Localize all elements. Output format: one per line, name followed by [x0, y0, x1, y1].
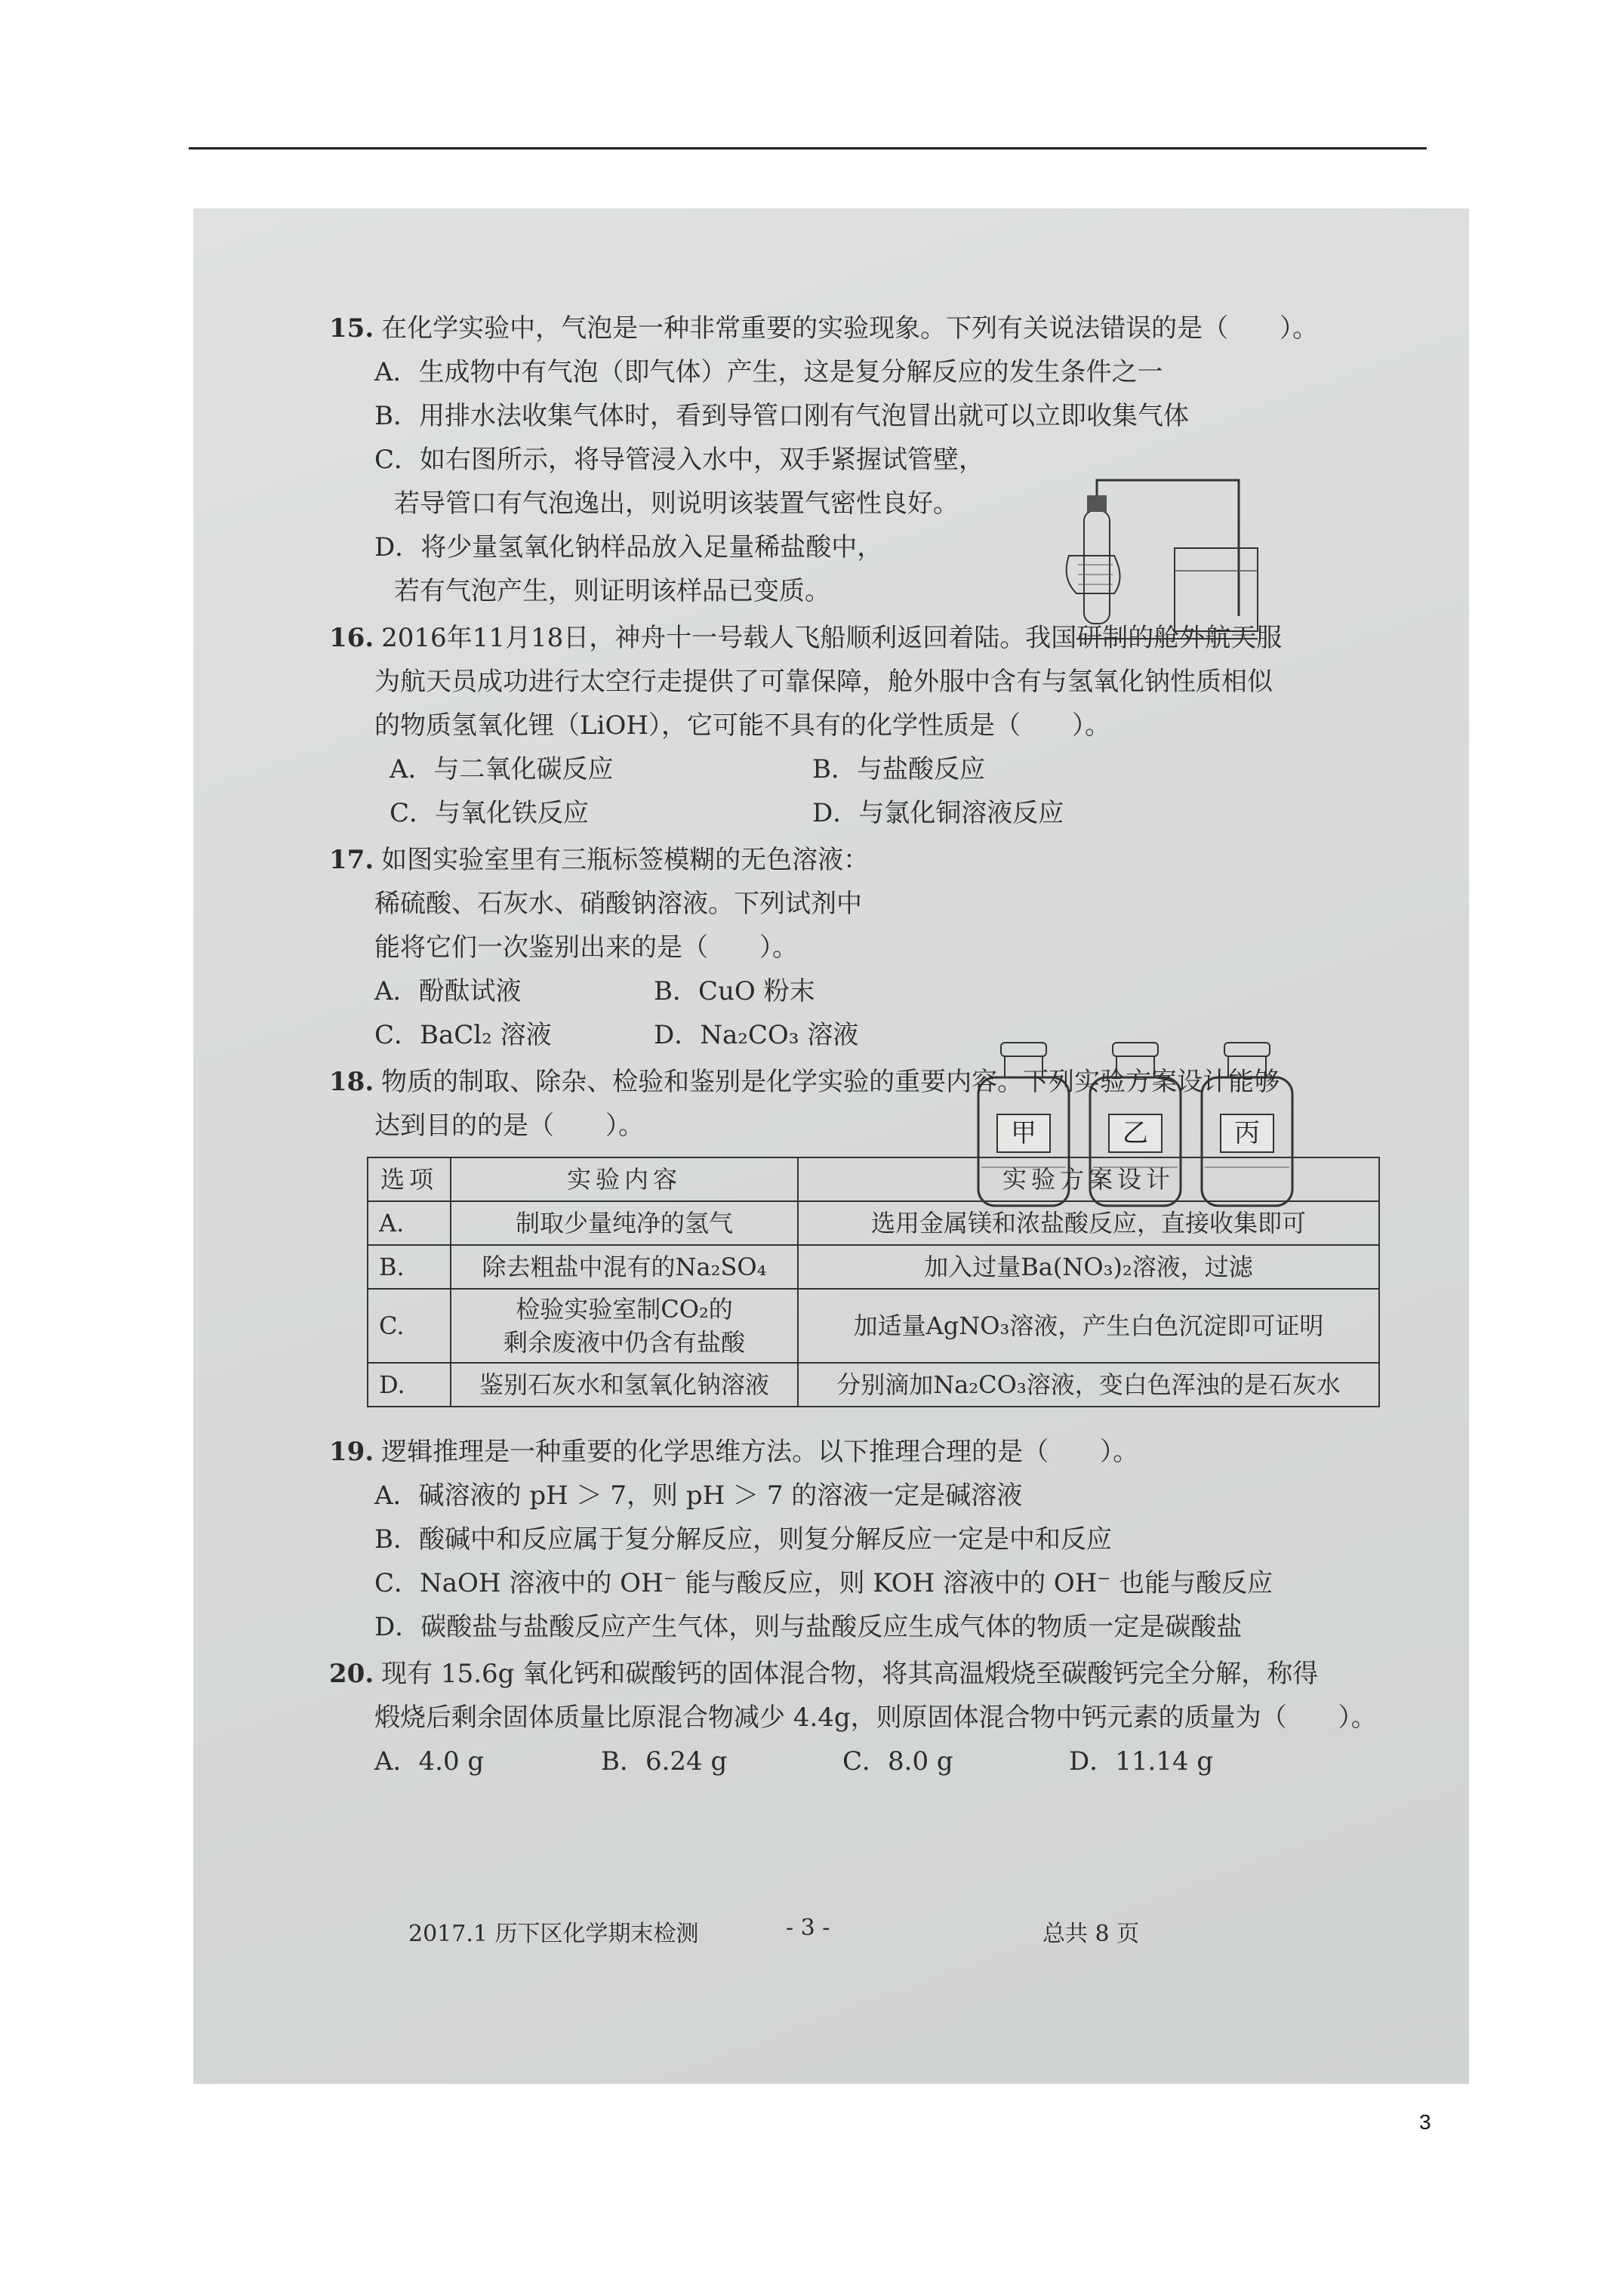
question-number: 19.: [329, 1437, 374, 1467]
question-17: [329, 838, 1416, 1057]
cell-option: B.: [368, 1245, 451, 1289]
options-row: [329, 1740, 1416, 1783]
options-row-1: [329, 969, 1416, 1013]
table-row: [368, 1245, 1379, 1289]
cell-option: A.: [368, 1201, 451, 1245]
cell-content-line1: 检验实验室制CO₂的: [516, 1295, 733, 1324]
question-stem-line2: 达到目的的是（ ）。: [374, 1111, 644, 1141]
exam-footer: [408, 1915, 1163, 1948]
exam-content: [329, 307, 1416, 1786]
option-c-continued: 若导管口有气泡逸出，则说明该装置气密性良好。: [394, 488, 959, 519]
option-d: D．与氯化铜溶液反应: [812, 798, 1064, 828]
option-a: A．酚酞试液: [374, 976, 522, 1006]
question-stem-line2: 为航天员成功进行太空行走提供了可靠保障，舱外服中含有与氢氧化钠性质相似: [374, 667, 1273, 697]
footer-page-marker: - 3 -: [786, 1915, 830, 1941]
question-stem-line3: 的物质氢氧化锂（LiOH），它可能不具有的化学性质是（ ）。: [374, 710, 1110, 741]
option-c: C．NaOH 溶液中的 OH⁻ 能与酸反应，则 KOH 溶液中的 OH⁻ 也能与酸反应: [374, 1568, 1273, 1598]
option-b: B．6.24 g: [601, 1746, 728, 1777]
question-15: [329, 307, 1416, 613]
question-number: 18.: [329, 1067, 374, 1097]
option-d: D．11.14 g: [1069, 1746, 1214, 1777]
cell-content: 制取少量纯净的氢气: [451, 1201, 798, 1245]
option-a: A．碱溶液的 pH ＞ 7，则 pH ＞ 7 的溶液一定是碱溶液: [374, 1481, 1023, 1511]
option-a: A．生成物中有气泡（即气体）产生，这是复分解反应的发生条件之一: [374, 357, 1163, 387]
option-b: B．酸碱中和反应属于复分解反应，则复分解反应一定是中和反应: [374, 1524, 1112, 1555]
question-stem: 如图实验室里有三瓶标签模糊的无色溶液：: [381, 845, 870, 875]
cell-content: [451, 1289, 798, 1363]
table-row: [368, 1363, 1379, 1407]
option-c: C．如右图所示，将导管浸入水中，双手紧握试管壁，: [374, 445, 985, 475]
question-stem: 逻辑推理是一种重要的化学思维方法。以下推理合理的是（ ）。: [381, 1437, 1139, 1467]
question-stem: 在化学实验中，气泡是一种非常重要的实验现象。下列有关说法错误的是（ ）。: [381, 313, 1319, 344]
question-number: 15.: [329, 313, 374, 344]
option-c: C．与氧化铁反应: [390, 798, 590, 828]
cell-design: 选用金属镁和浓盐酸反应，直接收集即可: [798, 1201, 1379, 1245]
footer-total-pages: 总共 8 页: [1042, 1921, 1140, 1947]
page-number: 3: [1419, 2110, 1431, 2134]
option-d: D．碳酸盐与盐酸反应产生气体，则与盐酸反应生成气体的物质一定是碳酸盐: [374, 1612, 1243, 1642]
table-header-row: [368, 1157, 1379, 1201]
question-stem-line3: 能将它们一次鉴别出来的是（ ）。: [374, 932, 798, 963]
question-stem-line2: 煅烧后剩余固体质量比原混合物减少 4.4g，则原固体混合物中钙元素的质量为（ ）。: [374, 1703, 1377, 1733]
cell-design: 加入过量Ba(NO₃)₂溶液，过滤: [798, 1245, 1379, 1289]
table-row: [368, 1201, 1379, 1245]
header-rule: [189, 147, 1427, 149]
question-number: 20.: [329, 1659, 374, 1689]
option-c: C．BaCl₂ 溶液: [374, 1020, 552, 1050]
question-number: 17.: [329, 845, 374, 875]
question-20: [329, 1652, 1416, 1783]
option-d: D．Na₂CO₃ 溶液: [654, 1020, 859, 1050]
header-content: 实验内容: [451, 1157, 798, 1201]
option-d: D．将少量氢氧化钠样品放入足量稀盐酸中，: [374, 532, 883, 562]
cell-design: 加适量AgNO₃溶液，产生白色沉淀即可证明: [798, 1289, 1379, 1363]
question-18: [329, 1060, 1416, 1407]
experiment-table: [367, 1157, 1380, 1407]
options-row-2: [329, 1013, 1416, 1057]
option-a: A．4.0 g: [374, 1746, 485, 1777]
option-b: B．CuO 粉末: [654, 976, 815, 1006]
option-c: C．8.0 g: [842, 1746, 953, 1777]
question-stem: 现有 15.6g 氧化钙和碳酸钙的固体混合物，将其高温煅烧至碳酸钙完全分解，称得: [381, 1659, 1319, 1689]
footer-exam-title: 2017.1 历下区化学期末检测: [408, 1921, 699, 1947]
option-b: B．用排水法收集气体时，看到导管口刚有气泡冒出就可以立即收集气体: [374, 401, 1189, 431]
header-design: 实验方案设计: [798, 1157, 1379, 1201]
question-16: [329, 616, 1416, 835]
cell-content-line2: 剩余废液中仍含有盐酸: [503, 1328, 745, 1357]
option-a: A．与二氧化碳反应: [390, 754, 614, 784]
bottle-label-yi: 乙: [1123, 1118, 1148, 1148]
question-stem-line2: 稀硫酸、石灰水、硝酸钠溶液。下列试剂中: [374, 889, 862, 919]
cell-option: C.: [368, 1289, 451, 1363]
question-stem: 物质的制取、除杂、检验和鉴别是化学实验的重要内容。下列实验方案设计能够: [381, 1067, 1280, 1097]
option-b: B．与盐酸反应: [812, 754, 985, 784]
cell-design: 分别滴加Na₂CO₃溶液，变白色浑浊的是石灰水: [798, 1363, 1379, 1407]
cell-option: D.: [368, 1363, 451, 1407]
bottle-label-bing: 丙: [1234, 1118, 1260, 1148]
header-option: 选项: [368, 1157, 451, 1201]
bottle-label-jia: 甲: [1011, 1118, 1036, 1148]
question-stem: 2016年11月18日，神舟十一号载人飞船顺利返回着陆。我国研制的舱外航天服: [381, 623, 1283, 653]
options-row-1: [329, 747, 1416, 791]
options-row-2: [329, 791, 1416, 835]
table-row: [368, 1289, 1379, 1363]
cell-content: 鉴别石灰水和氢氧化钠溶液: [451, 1363, 798, 1407]
cell-content: 除去粗盐中混有的Na₂SO₄: [451, 1245, 798, 1289]
scanned-exam-page: [193, 208, 1469, 2084]
question-number: 16.: [329, 623, 374, 653]
question-19: [329, 1430, 1416, 1649]
option-d-continued: 若有气泡产生，则证明该样品已变质。: [394, 576, 830, 606]
